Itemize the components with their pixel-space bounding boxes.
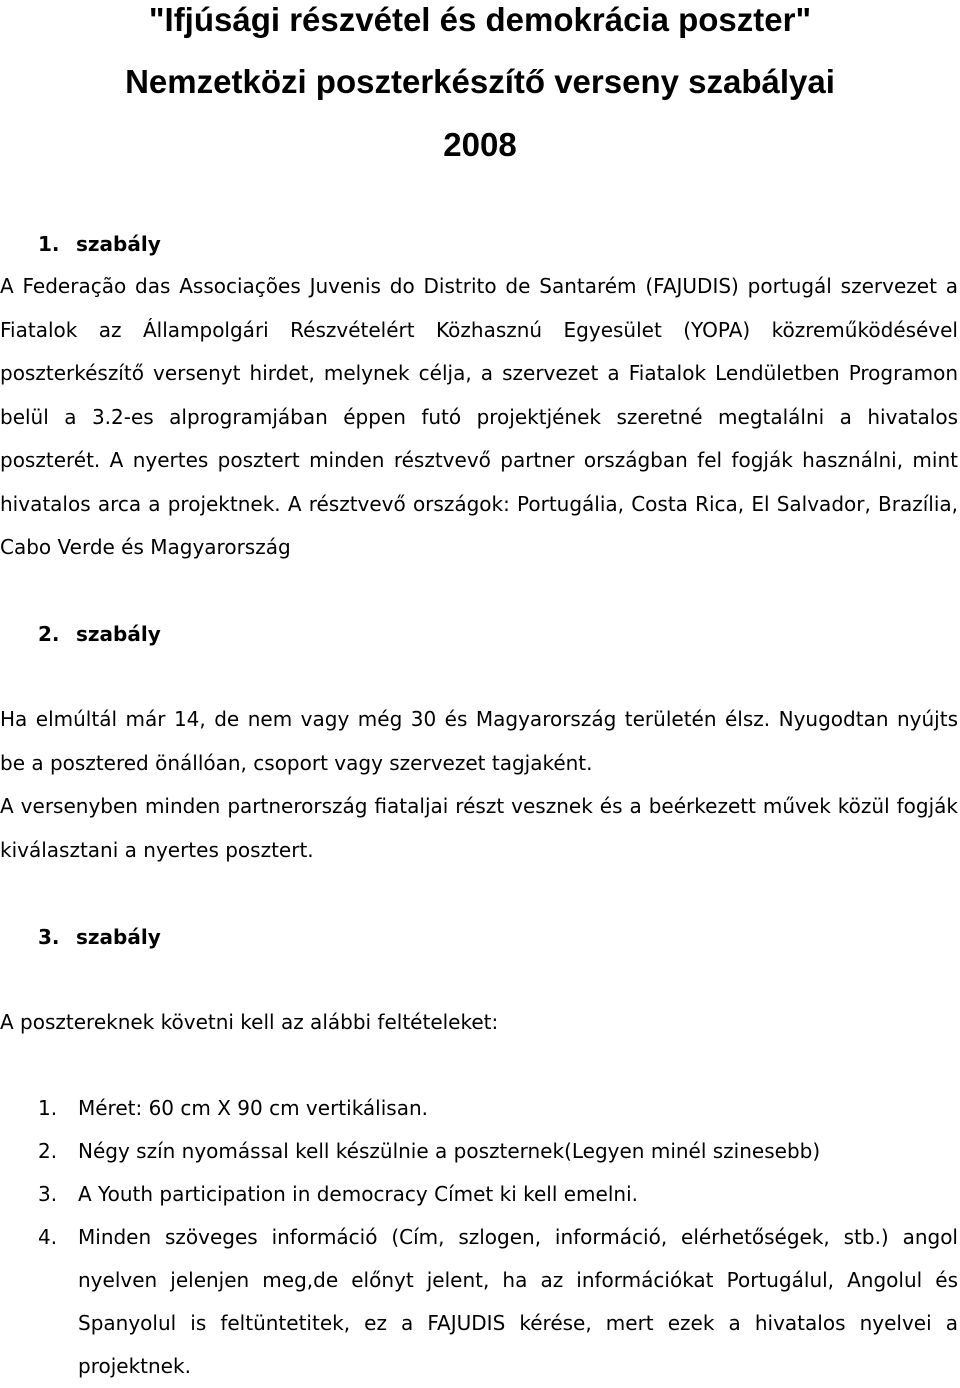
list-item-number: 4. bbox=[38, 1225, 58, 1249]
rule-3-conditions-list bbox=[38, 1087, 958, 1388]
list-item bbox=[38, 1173, 958, 1216]
rule-2-number: 2. bbox=[38, 622, 60, 646]
rule-3-heading-label: szabály bbox=[76, 925, 161, 949]
document-title-line-1: "Ifjúsági részvétel és demokrácia poszter" bbox=[148, 1, 812, 38]
rule-2-heading-label: szabály bbox=[76, 622, 161, 646]
list-item-text: A Youth participation in democracy Címet ki kell emelni. bbox=[78, 1182, 638, 1206]
list-item bbox=[38, 1087, 958, 1130]
list-item-text: Minden szöveges információ (Cím, szlogen, információ, elérhetőségek, stb.) angol nyelven jelenjen meg,de előnyt jelent, ha az információkat Portugálul, Angolul és Spanyolul is feltüntetitek, ez a FAJUDIS kérése, mert ezek a hivatalos nyelvei a projektnek. bbox=[78, 1225, 958, 1378]
rule-3-intro: A posztereknek követni kell az alábbi feltételeket: bbox=[0, 1010, 499, 1034]
list-item bbox=[38, 1130, 958, 1173]
rule-1-number: 1. bbox=[38, 232, 60, 256]
list-item-number: 2. bbox=[38, 1139, 58, 1163]
document-title-year: 2008 bbox=[443, 126, 517, 163]
rule-3-heading bbox=[38, 924, 161, 950]
list-item-number: 3. bbox=[38, 1182, 58, 1206]
rule-2-heading bbox=[38, 621, 161, 647]
rule-3-number: 3. bbox=[38, 925, 60, 949]
list-item bbox=[38, 1216, 958, 1388]
rule-1-heading bbox=[38, 231, 161, 257]
list-item-number: 1. bbox=[38, 1096, 58, 1120]
rule-1-heading-label: szabály bbox=[76, 232, 161, 256]
rule-2-paragraph-1: Ha elmúltál már 14, de nem vagy még 30 és Magyarország területén élsz. Nyugodtan nyújts be a posztered önállóan, csoport vagy szervezet tagjaként. bbox=[0, 707, 958, 775]
rule-2-paragraph-2: A versenyben minden partnerország fiataljai részt vesznek és a beérkezett művek közül fogják kiválasztani a nyertes posztert. bbox=[0, 794, 958, 862]
list-item-text: Négy szín nyomással kell készülnie a poszternek(Legyen minél szinesebb) bbox=[78, 1139, 821, 1163]
list-item-text: Méret: 60 cm X 90 cm vertikálisan. bbox=[78, 1096, 428, 1120]
rule-1-paragraph: A Federação das Associações Juvenis do Distrito de Santarém (FAJUDIS) portugál szervezet a Fiatalok az Állampolgári Részvételért Közhasznú Egyesület (YOPA) közreműködésével poszterkészítő versenyt hirdet, melynek célja, a szervezet a Fiatalok Lendületben Programon belül a 3.2-es alprogramjában éppen futó projektjének szeretné megtalálni a hivatalos poszterét. A nyertes posztert minden résztvevő partner országban fel fogják használni, mint hivatalos arca a projektnek. A résztvevő országok: Portugália, Costa Rica, El Salvador, Brazília, Cabo Verde és Magyarország bbox=[0, 274, 958, 559]
document-title-line-2: Nemzetközi poszterkészítő verseny szabályai bbox=[125, 63, 835, 100]
